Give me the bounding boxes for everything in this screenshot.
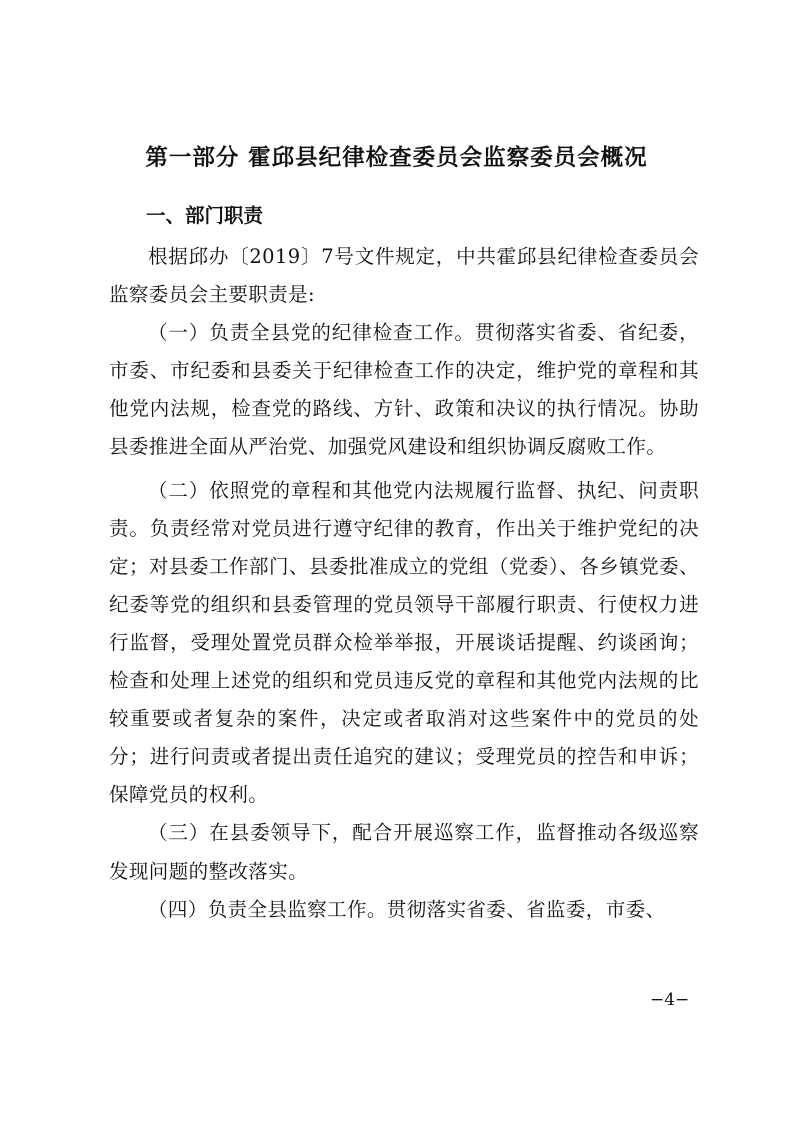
- page-number: −4−: [650, 990, 690, 1010]
- paragraph-item-2: （二）依照党的章程和其他党内法规履行监督、执纪、问责职责。负责经常对党员进行遵守纪律的教育，作出关于维护党纪的决定；对县委工作部门、县委批准成立的党组（党委）、各乡镇党委、纪委等党的组织和县委管理的党员领导干部履行职责、行使权力进行监督，受理处置党员群众检举举报，开展谈话提醒、约谈函询；检查和处理上述党的组织和党员违反党的章程和其他党内法规的比较重要或者复杂的案件，决定或者取消对这些案件中的党员的处分；进行问责或者提出责任追究的建议；受理党员的控告和申诉；保障党员的权利。: [109, 478, 699, 807]
- page-title: 第一部分 霍邱县纪律检查委员会监察委员会概况: [145, 145, 648, 171]
- section-heading: 一、部门职责: [146, 204, 264, 227]
- paragraph-item-1: （一）负责全县党的纪律检查工作。贯彻落实省委、省纪委，市委、市纪委和县委关于纪律检查工作的决定，维护党的章程和其他党内法规，检查党的路线、方针、政策和决议的执行情况。协助县委推进全面从严治党、加强党风建设和组织协调反腐败工作。: [109, 321, 699, 459]
- paragraph-item-4: （四）负责全县监察工作。贯彻落实省委、省监委，市委、: [148, 897, 666, 921]
- paragraph-item-3: （三）在县委领导下，配合开展巡察工作，监督推动各级巡察发现问题的整改落实。: [109, 821, 699, 883]
- document-body: [109, 238, 699, 929]
- paragraph-intro: 根据邱办〔2019〕7号文件规定，中共霍邱县纪律检查委员会监察委员会主要职责是:: [109, 245, 699, 307]
